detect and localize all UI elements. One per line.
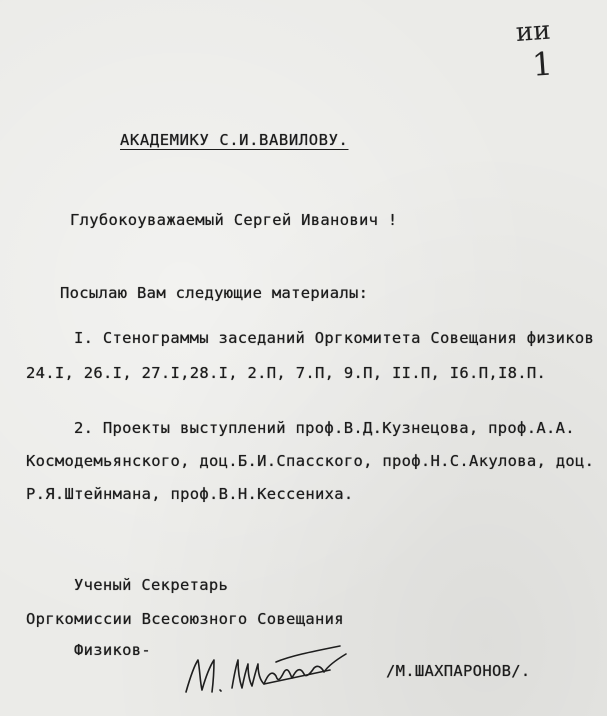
- handwritten-signature: [180, 630, 360, 700]
- typed-name: /М.ШАХПАРОНОВ/.: [386, 662, 531, 680]
- item2-line3: Р.Я.Штейнмана, проф.В.Н.Кессениха.: [26, 485, 354, 503]
- corner-mark-line2: 1: [530, 44, 554, 84]
- addressee: АКАДЕМИКУ С.И.ВАВИЛОВУ.: [120, 131, 349, 149]
- item1-line1: I. Стенограммы заседаний Оргкомитета Совещания физиков: [74, 329, 595, 347]
- item1-line2: 24.I, 26.I, 27.I,28.I, 2.П, 7.П, 9.П, II.П, I6.П,I8.П.: [26, 364, 547, 382]
- item2-line1: 2. Проекты выступлений проф.В.Д.Кузнецова, проф.А.А.: [74, 419, 575, 437]
- closing-title-line1: Ученый Секретарь: [74, 576, 229, 594]
- salutation: Глубокоуважаемый Сергей Иванович !: [70, 211, 398, 229]
- intro-line: Посылаю Вам следующие материалы:: [60, 284, 369, 302]
- corner-mark-line1: ии: [514, 15, 552, 48]
- closing-title-line3: Физиков-: [74, 641, 152, 659]
- item2-line2: Космодемьянского, доц.Б.И.Спасского, проф.Н.С.Акулова, доц.: [26, 452, 595, 470]
- closing-title-line2: Оргкомиссии Всесоюзного Совещания: [26, 610, 344, 628]
